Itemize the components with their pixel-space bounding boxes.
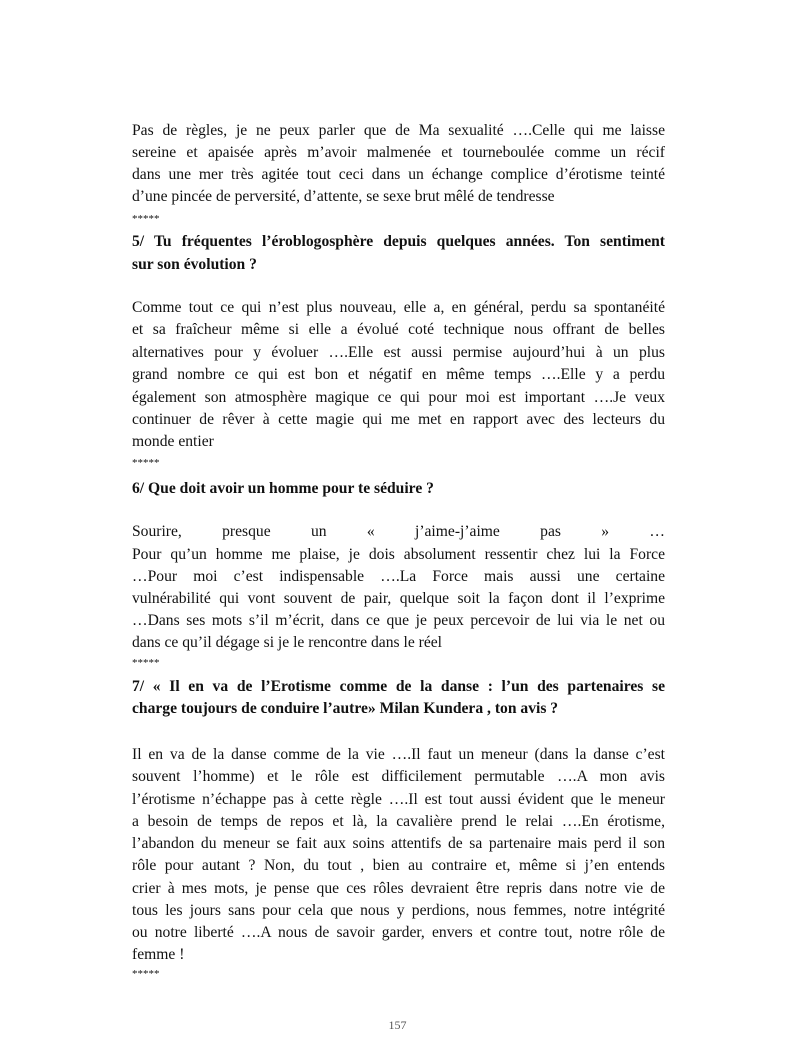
paragraph-line: …Dans ses mots s’il m’écrit, dans ce que je peux percevoir de lui via le net ou <box>132 612 665 629</box>
paragraph-line: grand nombre ce qui est bon et négatif en même temps ….Elle y a perdu <box>132 366 665 383</box>
paragraph-line: également son atmosphère magique ce qui pour moi est important ….Je veux <box>132 389 665 406</box>
paragraph-line: rôle pour autant ? Non, du tout , bien au contraire et, même si j’en entends <box>132 857 665 874</box>
paragraph-line: souvent l’homme) et le rôle est difficilement permutable ….A mon avis <box>132 768 665 785</box>
paragraph-line: vulnérabilité qui vont souvent de pair, quelque soit la façon dont il l’exprime <box>132 590 665 607</box>
section-separator: ***** <box>132 213 160 225</box>
paragraph-line: l’érotisme n’échappe pas à cette règle ….Il est tout aussi évident que le meneur <box>132 791 665 808</box>
paragraph-line: d’une pincée de perversité, d’attente, se sexe brut mêlé de tendresse <box>132 188 555 205</box>
paragraph-line: Pour qu’un homme me plaise, je dois absolument ressentir chez lui la Force <box>132 546 665 563</box>
paragraph-line: l’abandon du meneur se fait aux soins attentifs de sa partenaire mais perd il son <box>132 835 665 852</box>
section-separator: ***** <box>132 657 160 669</box>
question-heading-line: 5/ Tu fréquentes l’éroblogosphère depuis quelques années. Ton sentiment <box>132 233 665 250</box>
question-heading-line: charge toujours de conduire l’autre» Milan Kundera , ton avis ? <box>132 700 559 717</box>
paragraph-line: dans ce qu’il dégage si je le rencontre dans le réel <box>132 634 443 651</box>
paragraph-line: Il en va de la danse comme de la vie ….Il faut un meneur (dans la danse c’est <box>132 746 665 763</box>
paragraph-line: sereine et apaisée après m’avoir malmenée et tourneboulée comme un récif <box>132 144 665 161</box>
paragraph-line: Comme tout ce qui n’est plus nouveau, elle a, en général, perdu sa spontanéité <box>132 299 665 316</box>
paragraph-line: …Pour moi c’est indispensable ….La Force mais aussi une certaine <box>132 568 665 585</box>
paragraph-line: femme ! <box>132 946 185 963</box>
question-heading-line: 6/ Que doit avoir un homme pour te séduire ? <box>132 480 434 497</box>
question-heading-line: 7/ « Il en va de l’Erotisme comme de la danse : l’un des partenaires se <box>132 678 665 695</box>
paragraph-line: Sourire, presque un « j’aime-j’aime pas » … <box>132 523 665 540</box>
paragraph-line: et sa fraîcheur même si elle a évolué coté technique nous offrant de belles <box>132 321 665 338</box>
paragraph-line: Pas de règles, je ne peux parler que de Ma sexualité ….Celle qui me laisse <box>132 122 665 139</box>
paragraph-line: tous les jours sans pour cela que nous y perdions, nous femmes, notre intégrité <box>132 902 665 919</box>
paragraph-line: dans une mer très agitée tout ceci dans un échange complice d’érotisme teinté <box>132 166 665 183</box>
page-number: 157 <box>388 1018 407 1032</box>
paragraph-line: a besoin de temps de repos et là, la cavalière prend le relai ….En érotisme, <box>132 813 665 830</box>
paragraph-line: alternatives pour y évoluer ….Elle est aussi permise aujourd’hui à un plus <box>132 344 665 361</box>
paragraph-line: continuer de rêver à cette magie qui me met en rapport avec des lecteurs du <box>132 411 665 428</box>
question-heading-line: sur son évolution ? <box>132 256 257 273</box>
section-separator: ***** <box>132 457 160 469</box>
section-separator: ***** <box>132 968 160 980</box>
paragraph-line: crier à mes mots, je pense que ces rôles devraient être repris dans notre vie de <box>132 880 665 897</box>
paragraph-line: monde entier <box>132 433 214 450</box>
paragraph-line: ou notre liberté ….A nous de savoir garder, envers et contre tout, notre rôle de <box>132 924 665 941</box>
